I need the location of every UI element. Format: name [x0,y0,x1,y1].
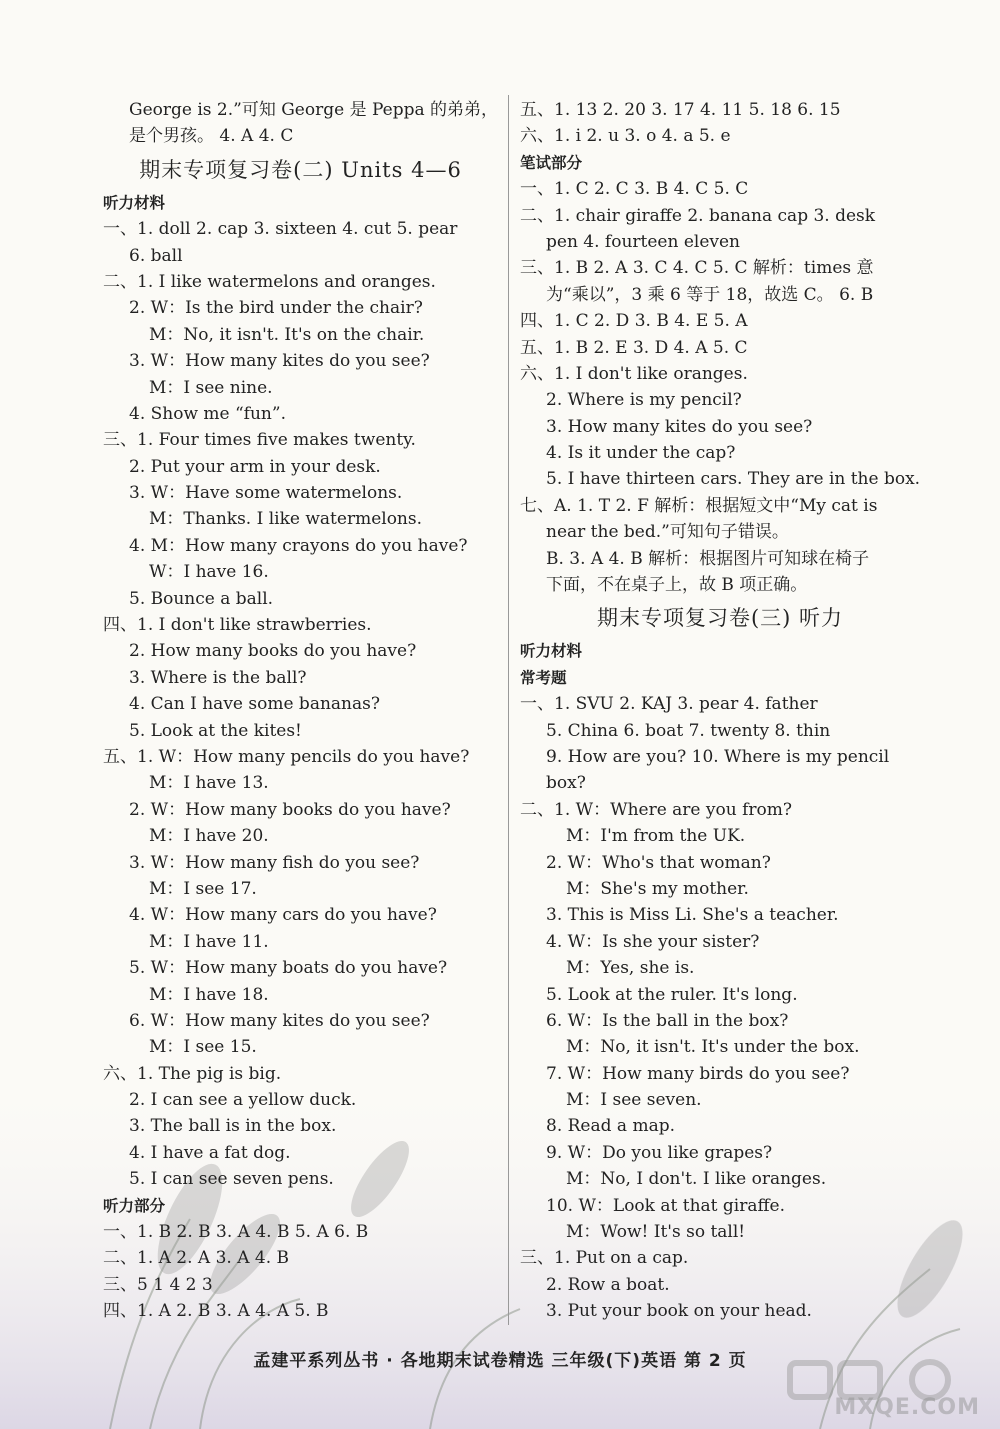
answer-line: M：I see nine. [149,377,273,398]
answer-line: 3. Put your book on your head. [546,1301,812,1322]
answer-line: 四、1. A 2. B 3. A 4. A 5. B [103,1301,329,1322]
answer-line: 3. W：How many kites do you see? [129,351,430,372]
answer-line: 5. China 6. boat 7. twenty 8. thin [546,720,831,741]
answer-line: W：I have 16. [149,562,269,583]
answer-line: 七、A. 1. T 2. F 解析：根据短文中“My cat is [520,495,878,516]
answer-line: 2. Row a boat. [546,1274,670,1295]
answer-line: 三、1. Put on a cap. [520,1248,689,1269]
answer-line: George is 2.”可知 George 是 Peppa 的弟弟， [129,100,499,120]
answer-line: 3. The ball is in the box. [129,1116,337,1137]
subsection-heading: 听力材料 [103,193,166,212]
answer-line: 五、1. 13 2. 20 3. 17 4. 11 5. 18 6. 15 [520,100,841,120]
answer-line: 一、1. C 2. C 3. B 4. C 5. C [520,179,749,200]
answer-line: 2. How many books do you have? [129,641,417,662]
page-footer: 孟建平系列丛书 · 各地期末试卷精选 三年级(下)英语 第 2 页 [253,1351,747,1371]
section-title: 期末专项复习卷(三) 听力 [596,606,844,631]
answer-line: 3. W：Have some watermelons. [129,483,403,504]
answer-line: 下面，不在桌子上，故 B 项正确。 [546,575,808,596]
answer-line: M：No, it isn't. It's under the box. [566,1037,860,1058]
answer-line: M：Yes, she is. [566,958,695,979]
answer-line: 3. W：How many fish do you see? [129,852,420,873]
answer-line: 六、1. The pig is big. [103,1063,282,1084]
subsection-heading: 听力材料 [520,642,583,661]
answer-line: 10. W：Look at that giraffe. [546,1195,786,1216]
answer-line: 四、1. C 2. D 3. B 4. E 5. A [520,311,748,332]
answer-line: M：I see seven. [566,1090,702,1111]
answer-line: 2. Put your arm in your desk. [129,456,381,477]
answer-line: 三、1. Four times five makes twenty. [103,430,416,451]
answer-line: 五、1. B 2. E 3. D 4. A 5. C [520,337,748,358]
answer-line: 9. W：Do you like grapes? [546,1142,773,1163]
answer-line: M：Wow! It's so tall! [566,1222,746,1243]
answer-line: 4. Is it under the cap? [546,443,736,464]
right-column [520,97,920,1325]
answer-line: 一、1. doll 2. cap 3. sixteen 4. cut 5. pear [103,219,458,240]
answer-line: 3. How many kites do you see? [546,416,813,437]
answer-line: 5. I can see seven pens. [129,1169,334,1190]
answer-line: M：I'm from the UK. [566,826,746,847]
answer-line: 2. I can see a yellow duck. [129,1090,357,1111]
answer-line: M：I see 17. [149,878,257,899]
subsection-heading: 听力部分 [103,1196,166,1215]
answer-line: B. 3. A 4. B 解析：根据图片可知球在椅子 [546,548,870,569]
answer-line: 2. W：Is the bird under the chair? [129,298,423,319]
answer-line: M：No, I don't. I like oranges. [566,1169,827,1190]
answer-line: 5. Look at the kites! [129,720,302,741]
answer-line: 一、1. B 2. B 3. A 4. B 5. A 6. B [103,1222,369,1243]
answer-line: 9. How are you? 10. Where is my pencil [546,746,890,767]
answer-line: 4. I have a fat dog. [129,1142,291,1163]
answer-line: M：No, it isn't. It's on the chair. [149,324,425,345]
answer-line: near the bed.”可知句子错误。 [546,522,789,543]
answer-line: M：I see 15. [149,1037,257,1058]
subsection-heading: 常考题 [520,668,567,687]
answer-line: 三、5 1 4 2 3 [103,1274,213,1295]
subsection-heading: 笔试部分 [520,153,583,172]
answer-line: 二、1. A 2. A 3. A 4. B [103,1248,290,1269]
answer-line: M：I have 20. [149,826,269,847]
answer-line: 六、1. i 2. u 3. o 4. a 5. e [520,126,731,147]
answer-line: 6. W：How many kites do you see? [129,1010,430,1031]
answer-line: 2. W：Who's that woman? [546,852,771,873]
answer-line: 4. Show me “fun”. [129,403,286,424]
column-divider [508,95,509,1325]
answer-line: pen 4. fourteen eleven [546,231,740,252]
answer-line: M：I have 11. [149,931,269,952]
answer-line: 4. Can I have some bananas? [129,694,380,715]
answer-line: M：Thanks. I like watermelons. [149,509,423,530]
answer-line: 6. ball [129,245,183,266]
answer-line: 8. Read a map. [546,1116,675,1137]
answer-line: 6. W：Is the ball in the box? [546,1010,789,1031]
answer-line: 是个男孩。 4. A 4. C [129,126,294,147]
answer-line: 2. W：How many books do you have? [129,799,451,820]
answer-line: 5. I have thirteen cars. They are in the box. [546,469,921,490]
answer-line: 4. W：How many cars do you have? [129,905,437,926]
answer-line: 7. W：How many birds do you see? [546,1063,850,1084]
answer-line: M：She's my mother. [566,878,749,899]
section-title: 期末专项复习卷(二) Units 4—6 [139,157,462,182]
answer-line: M：I have 18. [149,984,269,1005]
answer-line: 三、1. B 2. A 3. C 4. C 5. C 解析：times 意 [520,258,874,279]
answer-line: 4. W：Is she your sister? [546,931,760,952]
answer-line: 二、1. I like watermelons and oranges. [103,271,436,292]
answer-line: 二、1. chair giraffe 2. banana cap 3. desk [520,205,876,226]
left-column [103,97,498,1325]
answer-line: 2. Where is my pencil? [546,390,742,411]
answer-line: 3. This is Miss Li. She's a teacher. [546,905,839,926]
answer-line: 5. W：How many boats do you have? [129,958,448,979]
answer-line: 五、1. W：How many pencils do you have? [103,746,470,767]
answer-line: 4. M：How many crayons do you have? [129,535,468,556]
answer-line: 一、1. SVU 2. KAJ 3. pear 4. father [520,694,818,715]
watermark-text: MXQE.COM [834,1395,980,1420]
answer-line: box? [546,773,586,794]
answer-line: 5. Look at the ruler. It's long. [546,984,798,1005]
answer-line: 六、1. I don't like oranges. [520,363,748,384]
answer-line: 四、1. I don't like strawberries. [103,615,372,636]
answer-line: M：I have 13. [149,773,269,794]
answer-line: 5. Bounce a ball. [129,588,274,609]
answer-line: 二、1. W：Where are you from? [520,799,792,820]
answer-line: 3. Where is the ball? [129,667,307,688]
answer-line: 为“乘以”，3 乘 6 等于 18，故选 C。 6. B [546,284,874,305]
